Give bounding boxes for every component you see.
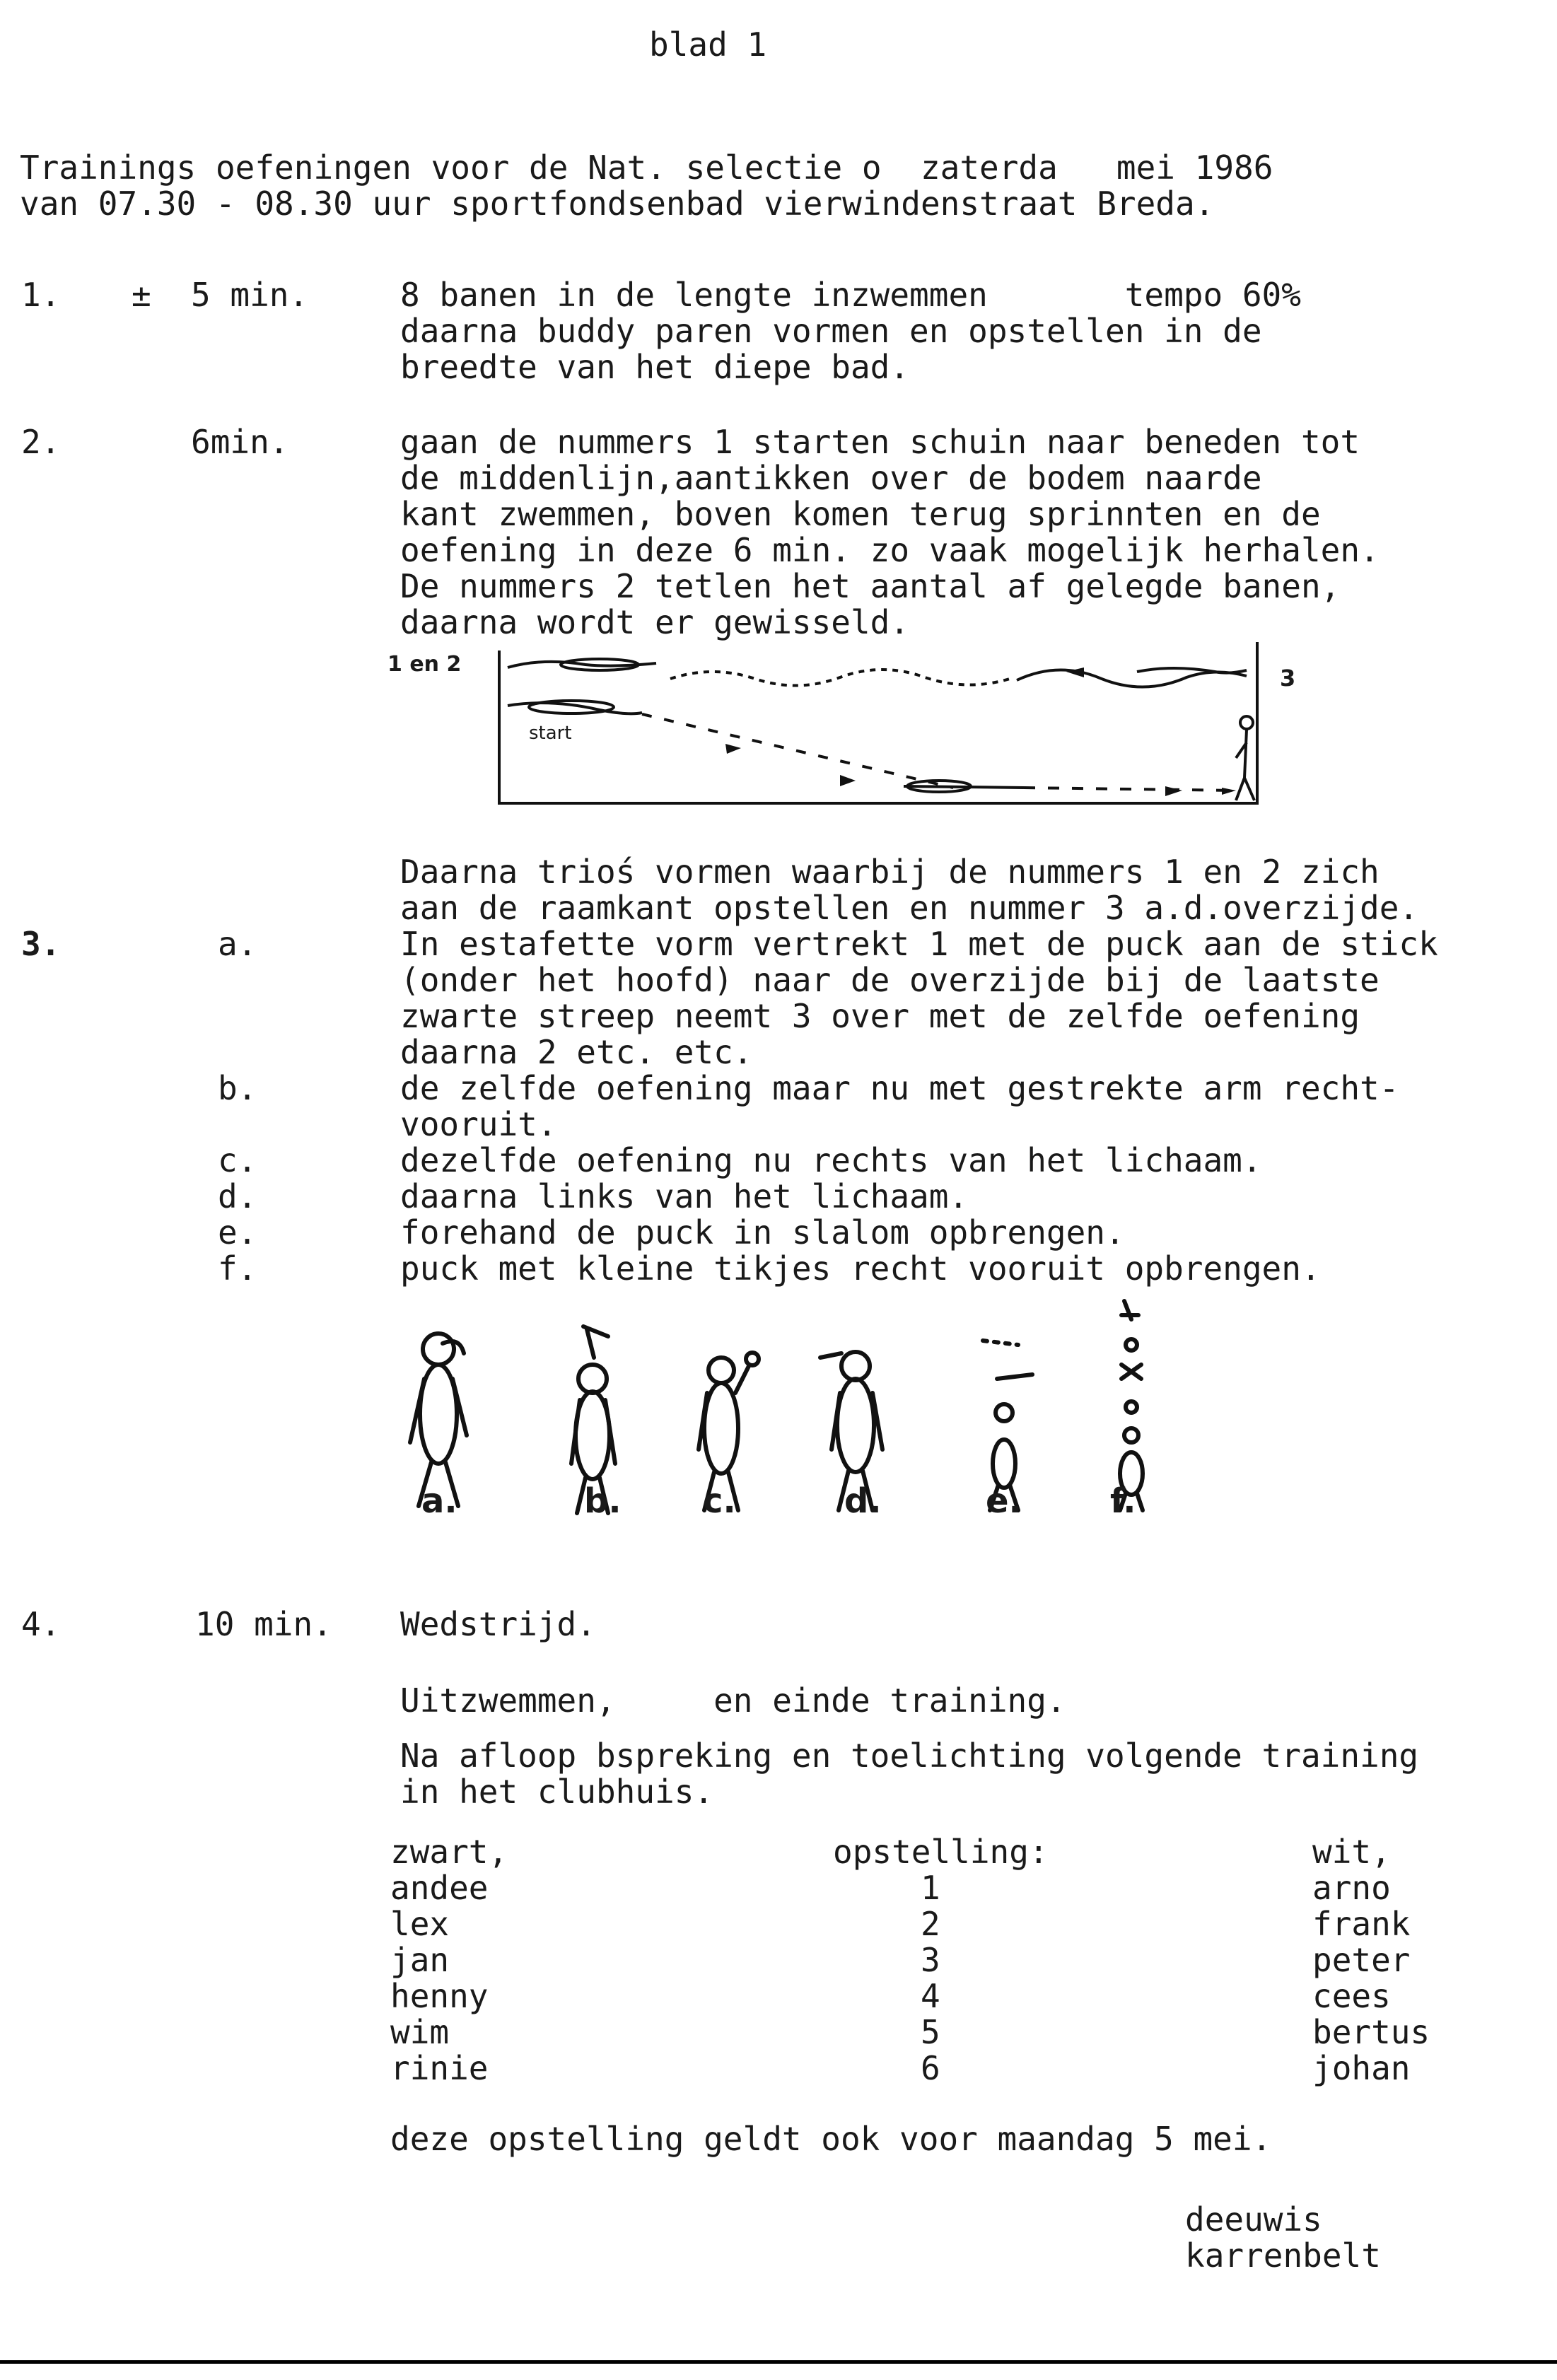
figure-label-b: b. [584, 1481, 622, 1521]
lineup-header-wit: wit, [1312, 1833, 1391, 1871]
lineup-wit-player: peter [1312, 1941, 1411, 1979]
subitem-a-line: In estafette vorm vertrekt 1 met de puck aan de stick [400, 925, 1438, 963]
lineup-wit-column [1312, 1834, 1430, 2087]
lineup-wit-player: johan [1312, 2049, 1411, 2087]
subitem-e-letter: e. [218, 1213, 257, 1252]
item-2-time: 6min. [191, 423, 289, 461]
subitem-a-line: (onder het hoofd) naar de overzijde bij de laatste [400, 961, 1380, 999]
subitem-c-letter: c. [218, 1141, 257, 1179]
intro-text [20, 150, 1273, 222]
lineup-position: 6 [921, 2049, 940, 2087]
lineup-position: 3 [921, 1941, 940, 1979]
subitem-a-text [400, 926, 1438, 1071]
subitem-b-letter: b. [218, 1069, 257, 1107]
lineup-header-opstelling: opstelling: [833, 1833, 1049, 1871]
item-2-line: de middenlijn,aantikken over de bodem naarde [400, 459, 1262, 497]
subitem-f-letter: f. [218, 1249, 257, 1288]
subitem-a-line: daarna 2 etc. etc. [400, 1033, 753, 1071]
lineup-positions-column [921, 1870, 940, 2087]
item-1-time: 5 min. [191, 276, 309, 314]
figure-label-c: c. [703, 1481, 736, 1521]
item-3-number: 3. [21, 925, 61, 963]
lineup-header-zwart: zwart, [390, 1833, 508, 1871]
signature-line: deeuwis [1185, 2200, 1322, 2239]
item-2-number: 2. [21, 423, 61, 461]
lineup-position: 2 [921, 1905, 940, 1943]
subitem-a-letter: a. [218, 925, 257, 963]
pool-diagram [387, 636, 1307, 813]
item-2-text [400, 424, 1380, 641]
item-1-number: 1. [21, 276, 61, 314]
lineup-position: 1 [921, 1869, 940, 1907]
lineup-wit-player: arno [1312, 1869, 1391, 1907]
figure-label-e: e. [986, 1481, 1022, 1521]
intro-line-1: Trainings oefeningen voor de Nat. selectie o zaterda mei 1986 [20, 148, 1273, 187]
subitem-a-line: zwarte streep neemt 3 over met de zelfde oefening [400, 997, 1360, 1035]
stick-figures [382, 1294, 1216, 1527]
item-3-intro-line: Daarna trioś vormen waarbij de nummers 1 en 2 zich [400, 853, 1380, 891]
item-1-line: breedte van het diepe bad. [400, 348, 910, 386]
item-2-line: kant zwemmen, boven komen terug sprinnten en de [400, 495, 1321, 533]
lineup-zwart-player: andee [390, 1869, 489, 1907]
item-4-time: 10 min. [195, 1605, 332, 1643]
item-4-title: Wedstrijd. [400, 1605, 596, 1643]
figure-label-d: d. [844, 1481, 882, 1521]
lineup-position: 5 [921, 2013, 940, 2051]
lineup-position: 4 [921, 1977, 940, 2015]
figure-label-f: f. [1110, 1481, 1136, 1521]
subitem-d-text: daarna links van het lichaam. [400, 1177, 969, 1215]
lineup-wit-player: bertus [1312, 2013, 1430, 2051]
closing-line-1: Uitzwemmen, en einde training. [400, 1681, 1066, 1720]
bottom-rule [0, 2360, 1557, 2364]
item-3-intro-line: aan de raamkant opstellen en nummer 3 a.d.overzijde. [400, 889, 1419, 927]
lineup-zwart-player: jan [390, 1941, 450, 1979]
item-1-time-prefix: ± [132, 276, 151, 314]
lineup-note: deze opstelling geldt ook voor maandag 5 mei. [390, 2120, 1272, 2158]
lineup-wit-player: cees [1312, 1977, 1391, 2015]
lineup-zwart-column [390, 1834, 508, 2087]
intro-line-2: van 07.30 - 08.30 uur sportfondsenbad vierwindenstraat Breda. [20, 185, 1215, 223]
subitem-d-letter: d. [218, 1177, 257, 1215]
lineup-zwart-player: henny [390, 1977, 489, 2015]
closing-line-2: Na afloop bspreking en toelichting volgende training [400, 1737, 1419, 1775]
lineup-zwart-player: rinie [390, 2049, 489, 2087]
diagram-label-start: start [529, 723, 572, 744]
item-4-number: 4. [21, 1605, 61, 1643]
lineup-wit-player: frank [1312, 1905, 1411, 1943]
subitem-b-line: de zelfde oefening maar nu met gestrekte arm recht- [400, 1069, 1399, 1107]
item-1-line: daarna buddy paren vormen en opstellen in de [400, 312, 1262, 350]
item-1-text [400, 277, 1301, 385]
signature [1185, 2202, 1381, 2274]
diagram-label-left: 1 en 2 [387, 652, 462, 677]
lineup-zwart-player: wim [390, 2013, 450, 2051]
item-3-intro [400, 854, 1418, 926]
figure-a [410, 1334, 467, 1506]
signature-line: karrenbelt [1185, 2236, 1381, 2275]
closing-text [400, 1738, 1418, 1810]
lineup-zwart-player: lex [390, 1905, 450, 1943]
subitem-b-text [400, 1071, 1399, 1143]
subitem-c-text: dezelfde oefening nu rechts van het lichaam. [400, 1141, 1262, 1179]
item-2-line: daarna wordt er gewisseld. [400, 603, 910, 641]
item-1-line: 8 banen in de lengte inzwemmen tempo 60% [400, 276, 1301, 314]
item-2-line: gaan de nummers 1 starten schuin naar beneden tot [400, 423, 1360, 461]
diagram-label-right: 3 [1280, 665, 1296, 692]
closing-line-3: in het clubhuis. [400, 1773, 714, 1811]
page-header: blad 1 [649, 25, 767, 64]
figure-f [1120, 1301, 1143, 1510]
item-2-line: De nummers 2 tetlen het aantal af gelegde banen, [400, 567, 1341, 605]
subitem-f-text: puck met kleine tikjes recht vooruit opbrengen. [400, 1249, 1321, 1288]
subitem-e-text: forehand de puck in slalom opbrengen. [400, 1213, 1125, 1252]
subitem-b-line: vooruit. [400, 1105, 557, 1143]
figure-label-a: a. [421, 1481, 457, 1521]
item-2-line: oefening in deze 6 min. zo vaak mogelijk herhalen. [400, 531, 1380, 569]
